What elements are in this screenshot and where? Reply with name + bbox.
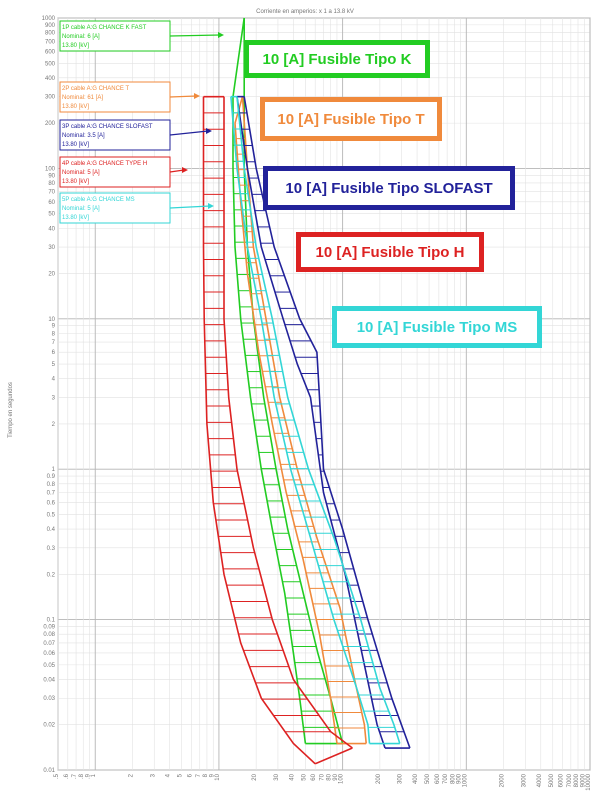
x-tick-label: 800	[450, 774, 457, 785]
y-axis-label: Tiempo en segundos	[8, 382, 14, 438]
x-tick-label: 8	[202, 774, 209, 778]
x-tick-label: 4	[165, 774, 172, 778]
y-tick-label: 0.07	[43, 640, 55, 647]
x-tick-label: 10000	[586, 774, 592, 791]
y-tick-label: 0.3	[46, 545, 55, 552]
y-tick-label: 40	[48, 226, 55, 233]
x-tick-label: 7	[195, 774, 202, 778]
x-tick-label: 20	[252, 774, 259, 781]
legend-line: Nominal: 5 [A]	[62, 206, 100, 212]
y-tick-label: 0.03	[43, 696, 55, 703]
x-tick-label: 5000	[548, 774, 555, 788]
x-tick-label: 60	[311, 774, 318, 781]
y-tick-label: 2	[51, 421, 55, 428]
legend-line: 4P cable A:G CHANCE TYPE H	[62, 161, 148, 167]
y-tick-label: 0.04	[43, 677, 55, 684]
y-tick-label: 700	[44, 39, 55, 46]
x-tick-label: .6	[63, 774, 70, 780]
y-tick-label: 0.1	[46, 617, 55, 624]
x-tick-label: .7	[72, 774, 79, 780]
x-tick-label: 40	[289, 774, 296, 781]
y-tick-label: 50	[48, 211, 55, 218]
x-tick-label: 600	[434, 774, 441, 785]
x-tick-label: 4000	[536, 774, 543, 788]
y-tick-label: 7	[51, 340, 55, 347]
y-tick-label: 900	[44, 22, 55, 29]
callout-label: 10 [A] Fusible Tipo H	[315, 244, 465, 261]
y-tick-labels	[42, 16, 56, 774]
y-tick-label: 0.9	[46, 474, 55, 481]
callout-0	[247, 43, 428, 76]
x-tick-label: 80	[326, 774, 333, 781]
y-tick-label: 0.05	[43, 662, 55, 669]
callout-label: 10 [A] Fusible Tipo K	[262, 51, 412, 68]
legend-line: 13.80 [kV]	[62, 215, 90, 221]
y-tick-label: 0.02	[43, 722, 55, 729]
y-tick-label: 500	[44, 61, 55, 68]
callout-4	[335, 309, 540, 346]
y-tick-label: 90	[48, 173, 55, 180]
x-tick-label: 1000	[462, 774, 469, 788]
x-tick-label: 300	[397, 774, 404, 785]
y-tick-label: 3	[51, 395, 55, 402]
x-tick-label: .5	[54, 774, 60, 780]
y-tick-label: 0.5	[46, 512, 55, 519]
y-tick-label: 30	[48, 245, 55, 252]
y-tick-label: 200	[44, 121, 55, 128]
callout-label: 10 [A] Fusible Tipo T	[277, 111, 425, 128]
x-tick-label: 900	[456, 774, 463, 785]
legend-line: Nominal: 3.5 [A]	[62, 133, 105, 139]
x-tick-label: 9000	[580, 774, 587, 788]
x-tick-label: 5	[177, 774, 184, 778]
chart-title: Corriente en amperios: x 1 a 13.8 kV	[256, 9, 354, 15]
y-tick-label: 0.09	[43, 624, 55, 631]
x-tick-label: 90	[332, 774, 339, 781]
x-tick-label: 500	[425, 774, 432, 785]
x-tick-label: 50	[301, 774, 308, 781]
y-tick-label: 60	[48, 199, 55, 206]
legend-line: 1P cable A:G CHANCE K FAST	[62, 25, 147, 31]
x-tick-label: .9	[85, 774, 92, 780]
x-tick-label: 30	[273, 774, 280, 781]
y-tick-label: 10	[48, 316, 55, 323]
x-tick-label: 6	[187, 774, 194, 778]
x-tick-label: 100	[338, 774, 345, 785]
x-tick-label: 3000	[521, 774, 528, 788]
y-tick-label: 0.7	[46, 490, 55, 497]
x-tick-label: .8	[79, 774, 86, 780]
legend-line: Nominal: 61 [A]	[62, 95, 104, 101]
y-tick-label: 1	[51, 467, 55, 474]
x-tick-label: 70	[319, 774, 326, 781]
legend-line: 13.80 [kV]	[62, 104, 90, 110]
y-tick-label: 1000	[41, 16, 55, 22]
callout-3	[299, 235, 482, 270]
y-tick-label: 6	[51, 350, 55, 357]
y-tick-label: 0.06	[43, 650, 55, 657]
legend-line: 13.80 [kV]	[62, 142, 90, 148]
y-tick-label: 0.08	[43, 632, 55, 639]
x-tick-label: 6000	[558, 774, 565, 788]
y-tick-label: 0.4	[46, 527, 55, 534]
y-tick-label: 0.2	[46, 572, 55, 579]
callout-label: 10 [A] Fusible Tipo MS	[356, 319, 518, 336]
legend-line: Nominal: 6 [A]	[62, 34, 100, 40]
x-tick-label: 700	[443, 774, 450, 785]
y-tick-label: 400	[44, 75, 55, 82]
y-tick-label: 0.01	[43, 768, 55, 774]
x-tick-label: 2000	[499, 774, 506, 788]
legend-line: 13.80 [kV]	[62, 43, 90, 49]
y-tick-label: 100	[44, 166, 55, 173]
x-tick-label: 7000	[566, 774, 573, 788]
callout-2	[266, 169, 513, 208]
legend-box-3	[60, 157, 188, 187]
legend-line: 5P cable A:G CHANCE MS	[62, 197, 135, 203]
y-tick-label: 80	[48, 180, 55, 187]
y-tick-label: 600	[44, 49, 55, 56]
x-tick-label: 9	[209, 774, 216, 778]
callout-label: 10 [A] Fusible Tipo SLOFAST	[285, 180, 493, 197]
x-tick-label: 2	[128, 774, 135, 778]
legend-line: 13.80 [kV]	[62, 179, 90, 185]
x-tick-label: 1	[91, 774, 98, 778]
y-tick-label: 5	[51, 362, 55, 369]
y-tick-label: 300	[44, 94, 55, 101]
y-tick-label: 4	[51, 376, 55, 383]
legend-line: 2P cable A:G CHANCE T	[62, 86, 130, 92]
y-tick-label: 800	[44, 30, 55, 37]
legend-line: 3P cable A:G CHANCE SLOFAST	[62, 124, 153, 130]
x-tick-label: 200	[375, 774, 382, 785]
legend-line: Nominal: 5 [A]	[62, 170, 100, 176]
y-tick-label: 20	[48, 271, 55, 278]
callout-1	[263, 100, 440, 139]
y-tick-label: 70	[48, 189, 55, 196]
x-tick-labels	[54, 773, 592, 790]
x-tick-label: 400	[413, 774, 420, 785]
x-tick-label: 3	[150, 774, 157, 778]
y-tick-label: 0.6	[46, 500, 55, 507]
y-tick-label: 0.8	[46, 481, 55, 488]
x-tick-label: 8000	[574, 774, 581, 788]
x-tick-label: 10	[214, 774, 221, 781]
y-tick-label: 9	[51, 323, 55, 330]
y-tick-label: 8	[51, 331, 55, 338]
